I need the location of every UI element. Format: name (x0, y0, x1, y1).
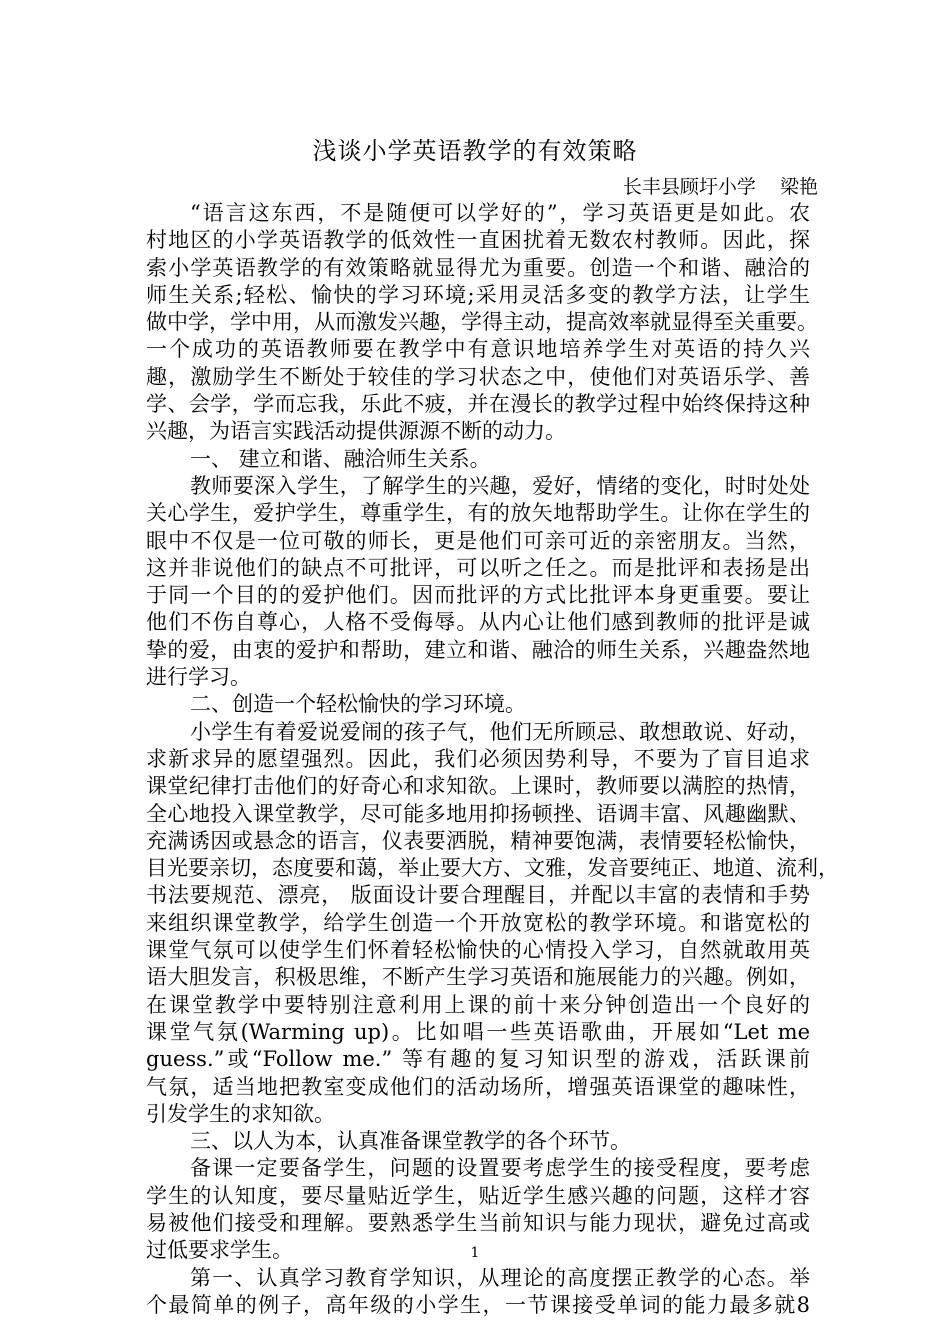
body-text-line: 他们不伤自尊心，人格不受侮辱。从内心让他们感到教师的批评是诚 (146, 610, 810, 635)
body-text-line: 课堂气氛(Warming up)。比如唱一些英语歌曲，开展如“Let me (146, 1019, 810, 1044)
body-text-line: 第一、认真学习教育学知识，从理论的高度摆正教学的心态。举 (190, 1265, 810, 1290)
body-text-line: 村地区的小学英语教学的低效性一直困扰着无数农村教师。因此，探 (146, 228, 810, 253)
body-text-line: 教师要深入学生，了解学生的兴趣，爱好，情绪的变化，时时处处 (190, 473, 810, 498)
body-text-line: 做中学，学中用，从而激发兴趣，学得主动，提高效率就显得至关重要。 (146, 310, 818, 335)
body-text-line: 在课堂教学中要特别注意利用上课的前十来分钟创造出一个良好的 (146, 992, 810, 1017)
body-text-line: 于同一个目的的爱护他们。因而批评的方式比批评本身更重要。要让 (146, 583, 810, 608)
body-text-line: 二、创造一个轻松愉快的学习环境。 (190, 692, 526, 717)
body-text-line: 求新求异的愿望强烈。因此，我们必须因势利导，不要为了盲目追求 (146, 746, 810, 771)
document-body (146, 200, 839, 1319)
body-text-line: 引发学生的求知欲。 (146, 1101, 335, 1126)
body-text-line: 兴趣，为语言实践活动提供源源不断的动力。 (146, 419, 566, 444)
body-text-line: 这并非说他们的缺点不可批评，可以听之任之。而是批评和表扬是出 (146, 555, 810, 580)
body-text-line: 全心地投入课堂教学，尽可能多地用抑扬顿挫、语调丰富、风趣幽默、 (146, 801, 810, 826)
body-text-line: guess.”或“Follow me.” 等有趣的复习知识型的游戏，活跃课前 (146, 1047, 810, 1072)
body-text-line: 课堂纪律打击他们的好奇心和求知欲。上课时，教师要以满腔的热情， (146, 774, 810, 799)
body-text-line: 书法要规范、漂亮， 版面设计要合理醒目，并配以丰富的表情和手势 (146, 883, 810, 908)
body-text-line: 趣，激励学生不断处于较佳的学习状态之中，使他们对英语乐学、善 (146, 364, 810, 389)
body-text-line: 小学生有着爱说爱闹的孩子气，他们无所顾忌、敢想敢说、好动， (190, 719, 810, 744)
page-number: 1 (470, 1245, 480, 1261)
body-text-line: 充满诱因或悬念的语言，仪表要洒脱，精神要饱满，表情要轻松愉快， (146, 828, 810, 853)
body-text-line: 学、会学，学而忘我，乐此不疲，并在漫长的教学过程中始终保持这种 (146, 392, 810, 417)
body-text-line: 学生的认知度，要尽量贴近学生，贴近学生感兴趣的问题，这样才容 (146, 1183, 810, 1208)
body-text-line: 挚的爱，由衷的爱护和帮助，建立和谐、融洽的师生关系，兴趣盎然地 (146, 637, 810, 662)
body-text-line: 索小学英语教学的有效策略就显得尤为重要。创造一个和谐、融洽的 (146, 255, 810, 280)
body-text-line: 师生关系;轻松、愉快的学习环境;采用灵活多变的教学方法，让学生 (146, 282, 810, 307)
body-text-line: 易被他们接受和理解。要熟悉学生当前知识与能力现状，避免过高或 (146, 1210, 810, 1235)
body-text-line: 个最简单的例子，高年级的小学生，一节课接受单词的能力最多就8 (146, 1292, 810, 1317)
body-text-line: 三、以人为本，认真准备课堂教学的各个环节。 (190, 1129, 631, 1154)
body-text-line: 语大胆发言，积极思维，不断产生学习英语和施展能力的兴趣。例如， (146, 965, 810, 990)
body-text-line: 气氛，适当地把教室变成他们的活动场所，增强英语课堂的趣味性， (146, 1074, 810, 1099)
author-line: 长丰县顾圩小学 梁艳 (622, 176, 818, 198)
body-text-line: 进行学习。 (146, 665, 251, 690)
body-text-line: 一、 建立和谐、融洽师生关系。 (190, 446, 491, 471)
body-text-line: 眼中不仅是一位可敬的师长，更是他们可亲可近的亲密朋友。当然， (146, 528, 810, 553)
body-text-line: 课堂气氛可以使学生们怀着轻松愉快的心情投入学习，自然就敢用英 (146, 938, 810, 963)
body-text-line: “语言这东西，不是随便可以学好的”，学习英语更是如此。农 (190, 201, 810, 225)
body-text-line: 来组织课堂教学，给学生创造一个开放宽松的教学环境。和谐宽松的 (146, 910, 810, 935)
body-text-line: 一个成功的英语教师要在教学中有意识地培养学生对英语的持久兴 (146, 337, 810, 362)
body-text-line: 目光要亲切，态度要和蔼，举止要大方、文雅，发音要纯正、地道、流利， (146, 856, 839, 881)
body-text-line: 备课一定要备学生，问题的设置要考虑学生的接受程度，要考虑 (190, 1156, 810, 1181)
body-text-line: 关心学生，爱护学生，尊重学生，有的放矢地帮助学生。让你在学生的 (146, 501, 810, 526)
body-text-line: 过低要求学生。 (146, 1238, 293, 1263)
document-title: 浅谈小学英语教学的有效策略 (312, 137, 638, 165)
